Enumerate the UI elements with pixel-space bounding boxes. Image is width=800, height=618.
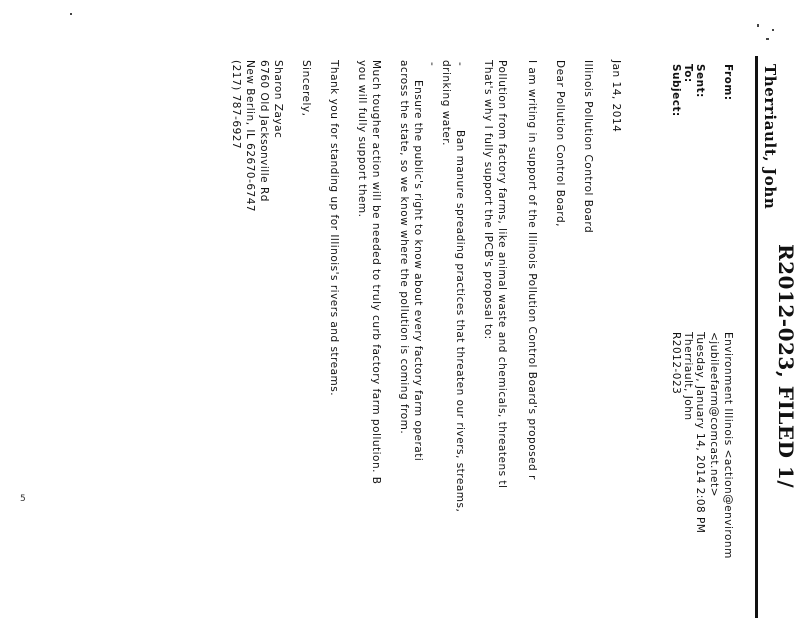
bullet-1-marker: - [454, 62, 466, 67]
letter-addressee: Illinois Pollution Control Board [582, 60, 594, 234]
subject-label: Subject: [670, 64, 682, 117]
from-label: From: [722, 64, 734, 101]
bullet-2-marker: - [426, 62, 438, 67]
recipient-name-header: Therriault, John [761, 64, 779, 210]
page-number: 5 [20, 494, 26, 504]
scan-speck [757, 24, 759, 27]
bullet-2-line-1: Ensure the public's right to know about every factory farm operati [412, 80, 424, 462]
scan-speck [70, 13, 72, 15]
paragraph-1-line-2: That's why I fully support the IPCB's proposal to: [482, 60, 494, 340]
header-rule [755, 56, 758, 618]
closing: Sincerely, [300, 60, 312, 117]
subject-value: R2012-023 [670, 332, 682, 395]
letter-intro: I am writing in support of the Illinois Pollution Control Board's proposed r [526, 60, 538, 480]
paragraph-2-line-1: Much tougher action will be needed to truly curb factory farm pollution. B [370, 60, 382, 485]
letter-salutation: Dear Pollution Control Board, [554, 60, 566, 227]
signature-city: New Berlin, IL 62670-6747 [244, 60, 256, 213]
paragraph-2-line-2: you will fully support them. [356, 60, 368, 218]
scan-speck [766, 38, 769, 40]
from-value-line-1: Environment Illinois <action@environm [722, 332, 734, 559]
sent-label: Sent: [694, 64, 706, 98]
filing-stamp: R2012-023, FILED 1/ [774, 244, 798, 489]
signature-phone: (217) 787-6927 [230, 60, 242, 150]
paragraph-1-line-1: Pollution from factory farms, like animal waste and chemicals, threatens tl [496, 60, 508, 489]
sent-value: Tuesday, January 14, 2014 2:08 PM [694, 332, 706, 534]
scan-speck [772, 29, 774, 31]
to-label: To: [682, 64, 694, 83]
from-value-line-2: <jubileefarm@comcast.net> [708, 332, 720, 497]
bullet-1-line-1: Ban manure spreading practices that threaten our rivers, streams, [454, 130, 466, 513]
bullet-2-line-2: across the state, so we know where the pollution is coming from. [398, 60, 410, 435]
bullet-1-line-2: drinking water. [440, 60, 452, 146]
signature-name: Sharon Zayac [272, 60, 284, 139]
letter-date: Jan 14, 2014 [610, 60, 622, 133]
signature-street: 6760 Old Jacksonville Rd [258, 60, 270, 202]
to-value: Therriault, John [682, 332, 694, 421]
thank-you-line: Thank you for standing up for Illinois's rivers and streams. [328, 60, 340, 397]
